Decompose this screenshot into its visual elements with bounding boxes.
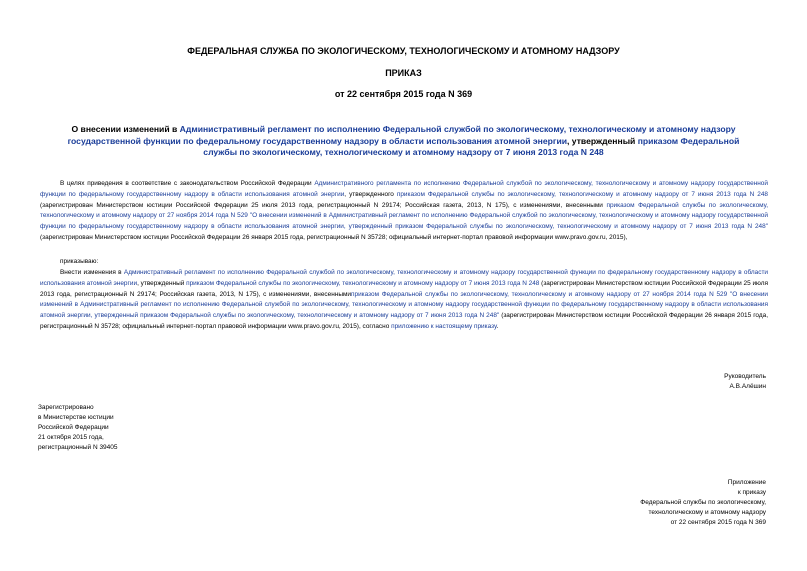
order-248-link[interactable]: приказом Федеральной службы по экологическому, технологическому и атомному надзору от 7 июня 2013 года N 248 [396,190,768,198]
order-529-link[interactable]: приказом Федеральной службы по экологическому, технологическому и атомному надзору от 27 ноября 2014 года N 529 "О внесении изменений в Административный регламент по исполнению Федеральной службой по экологическому, технологическому и атомному надзору государственной функции по федеральному государственному надзору в области использования атомной энергии, утвержденный приказом Федеральной службы по экологическому, технологическому и атомному надзору от 7 июня 2013 года N 248" [40,201,769,231]
text: (зарегистрирован Министерством юстиции Российской Федерации 26 января 2015 года, регистрационный N 35728; официальный интернет-портал правовой информации www.pravo.gov.ru, 2015), [40,233,628,241]
signatory-role: Руководитель [724,373,766,380]
registration-line: в Министерстве юстиции [38,414,114,421]
order-248-link[interactable]: приказом Федеральной службы по экологическому, технологическому и атомному надзору от 7 июня 2013 года N 248 [186,279,540,287]
appendix-block [640,478,766,528]
doc-date: от 22 сентября 2015 года N 369 [334,89,473,99]
appendix-line: к приказу [737,489,766,496]
document-title [55,124,752,159]
appendix-line: Приложение [727,479,766,486]
doc-type: ПРИКАЗ [385,68,422,78]
text: . [496,322,499,330]
appendix-line: от 22 сентября 2015 года N 369 [670,519,766,526]
registration-line: 21 октября 2015 года, [38,434,104,441]
text: (зарегистрирован Министерством юстиции Российской Федерации 25 июля 2013 года, регистрационный N 29174; Российская газета, 2013, N 175), с изменениями, внесенными [40,279,768,298]
agency-header: ФЕДЕРАЛЬНАЯ СЛУЖБА ПО ЭКОЛОГИЧЕСКОМУ, ТЕХНОЛОГИЧЕСКОМУ И АТОМНОМУ НАДЗОРУ [187,46,620,56]
main-paragraph [40,268,768,333]
text: , утвержденный [137,279,187,287]
registration-line: Зарегистрировано [38,404,94,411]
text: , утвержденного [344,190,397,198]
title-regulation-link[interactable]: Административный регламент по исполнению Федеральной службой по экологическому, технологическому и атомному надзору государственной функции по федеральному государственному надзору в области использования атомной энергии [67,124,736,146]
signatory-name: А.В.Алёшин [729,383,766,390]
title-text: , утвержденный [567,135,638,146]
orders-text: приказываю: [60,258,99,265]
text: Внести изменения в [60,269,124,276]
regulation-link[interactable]: Административный регламент по исполнению Федеральной службой по экологическому, технологическому и атомному надзору государственной функции по федеральному государственному надзору в области использования атомной энергии [40,269,769,287]
regulation-link[interactable]: Административного регламента по исполнению Федеральной службой по экологическому, технологическому и атомному надзору государственной функции по федеральному государственному надзору в области использования атомной энергии [40,180,768,198]
orders-line [40,257,768,268]
title-text: О внесении изменений в [71,124,180,134]
text: (зарегистрирован Министерством юстиции Российской Федерации 26 января 2015 года, регистрационный N 35728; официальный интернет-портал правовой информации www.pravo.gov.ru, 2015), согласно [40,312,768,330]
appendix-link[interactable]: приложению к настоящему приказу [391,322,497,330]
title-order-link[interactable]: приказом Федеральной службы по экологическому, технологическому и атомному надзору от 7 июня 2013 года N 248 [203,135,740,158]
appendix-line: технологическому и атомному надзору [648,509,766,516]
registration-line: Российской Федерации [38,424,109,431]
signature-block [724,372,766,392]
order-529-link[interactable]: приказом Федеральной службы по экологическому, технологическому и атомному надзору от 27 ноября 2014 года N 529 "О внесении изменений в Административный регламент по исполнению Федеральной службой по экологическому, технологическому и атомному надзору государственной функции по федеральному государственному надзору в области использования атомной энергии, утвержденный приказом Федеральной службы по экологическому, технологическому и атомному надзору от 7 июня 2013 года N 248" [40,290,769,320]
preamble-paragraph [40,179,768,244]
appendix-line: Федеральной службы по экологическому, [640,499,766,506]
text: В целях приведения в соответствие с законодательством Российской Федерации [60,180,315,187]
registration-line: регистрационный N 39405 [38,444,118,451]
registration-block [38,403,118,453]
text: (зарегистрирован Министерством юстиции Российской Федерации 25 июля 2013 года, регистрационный N 29174; Российская газета, 2013, N 175), с изменениями, внесенными [40,201,607,209]
